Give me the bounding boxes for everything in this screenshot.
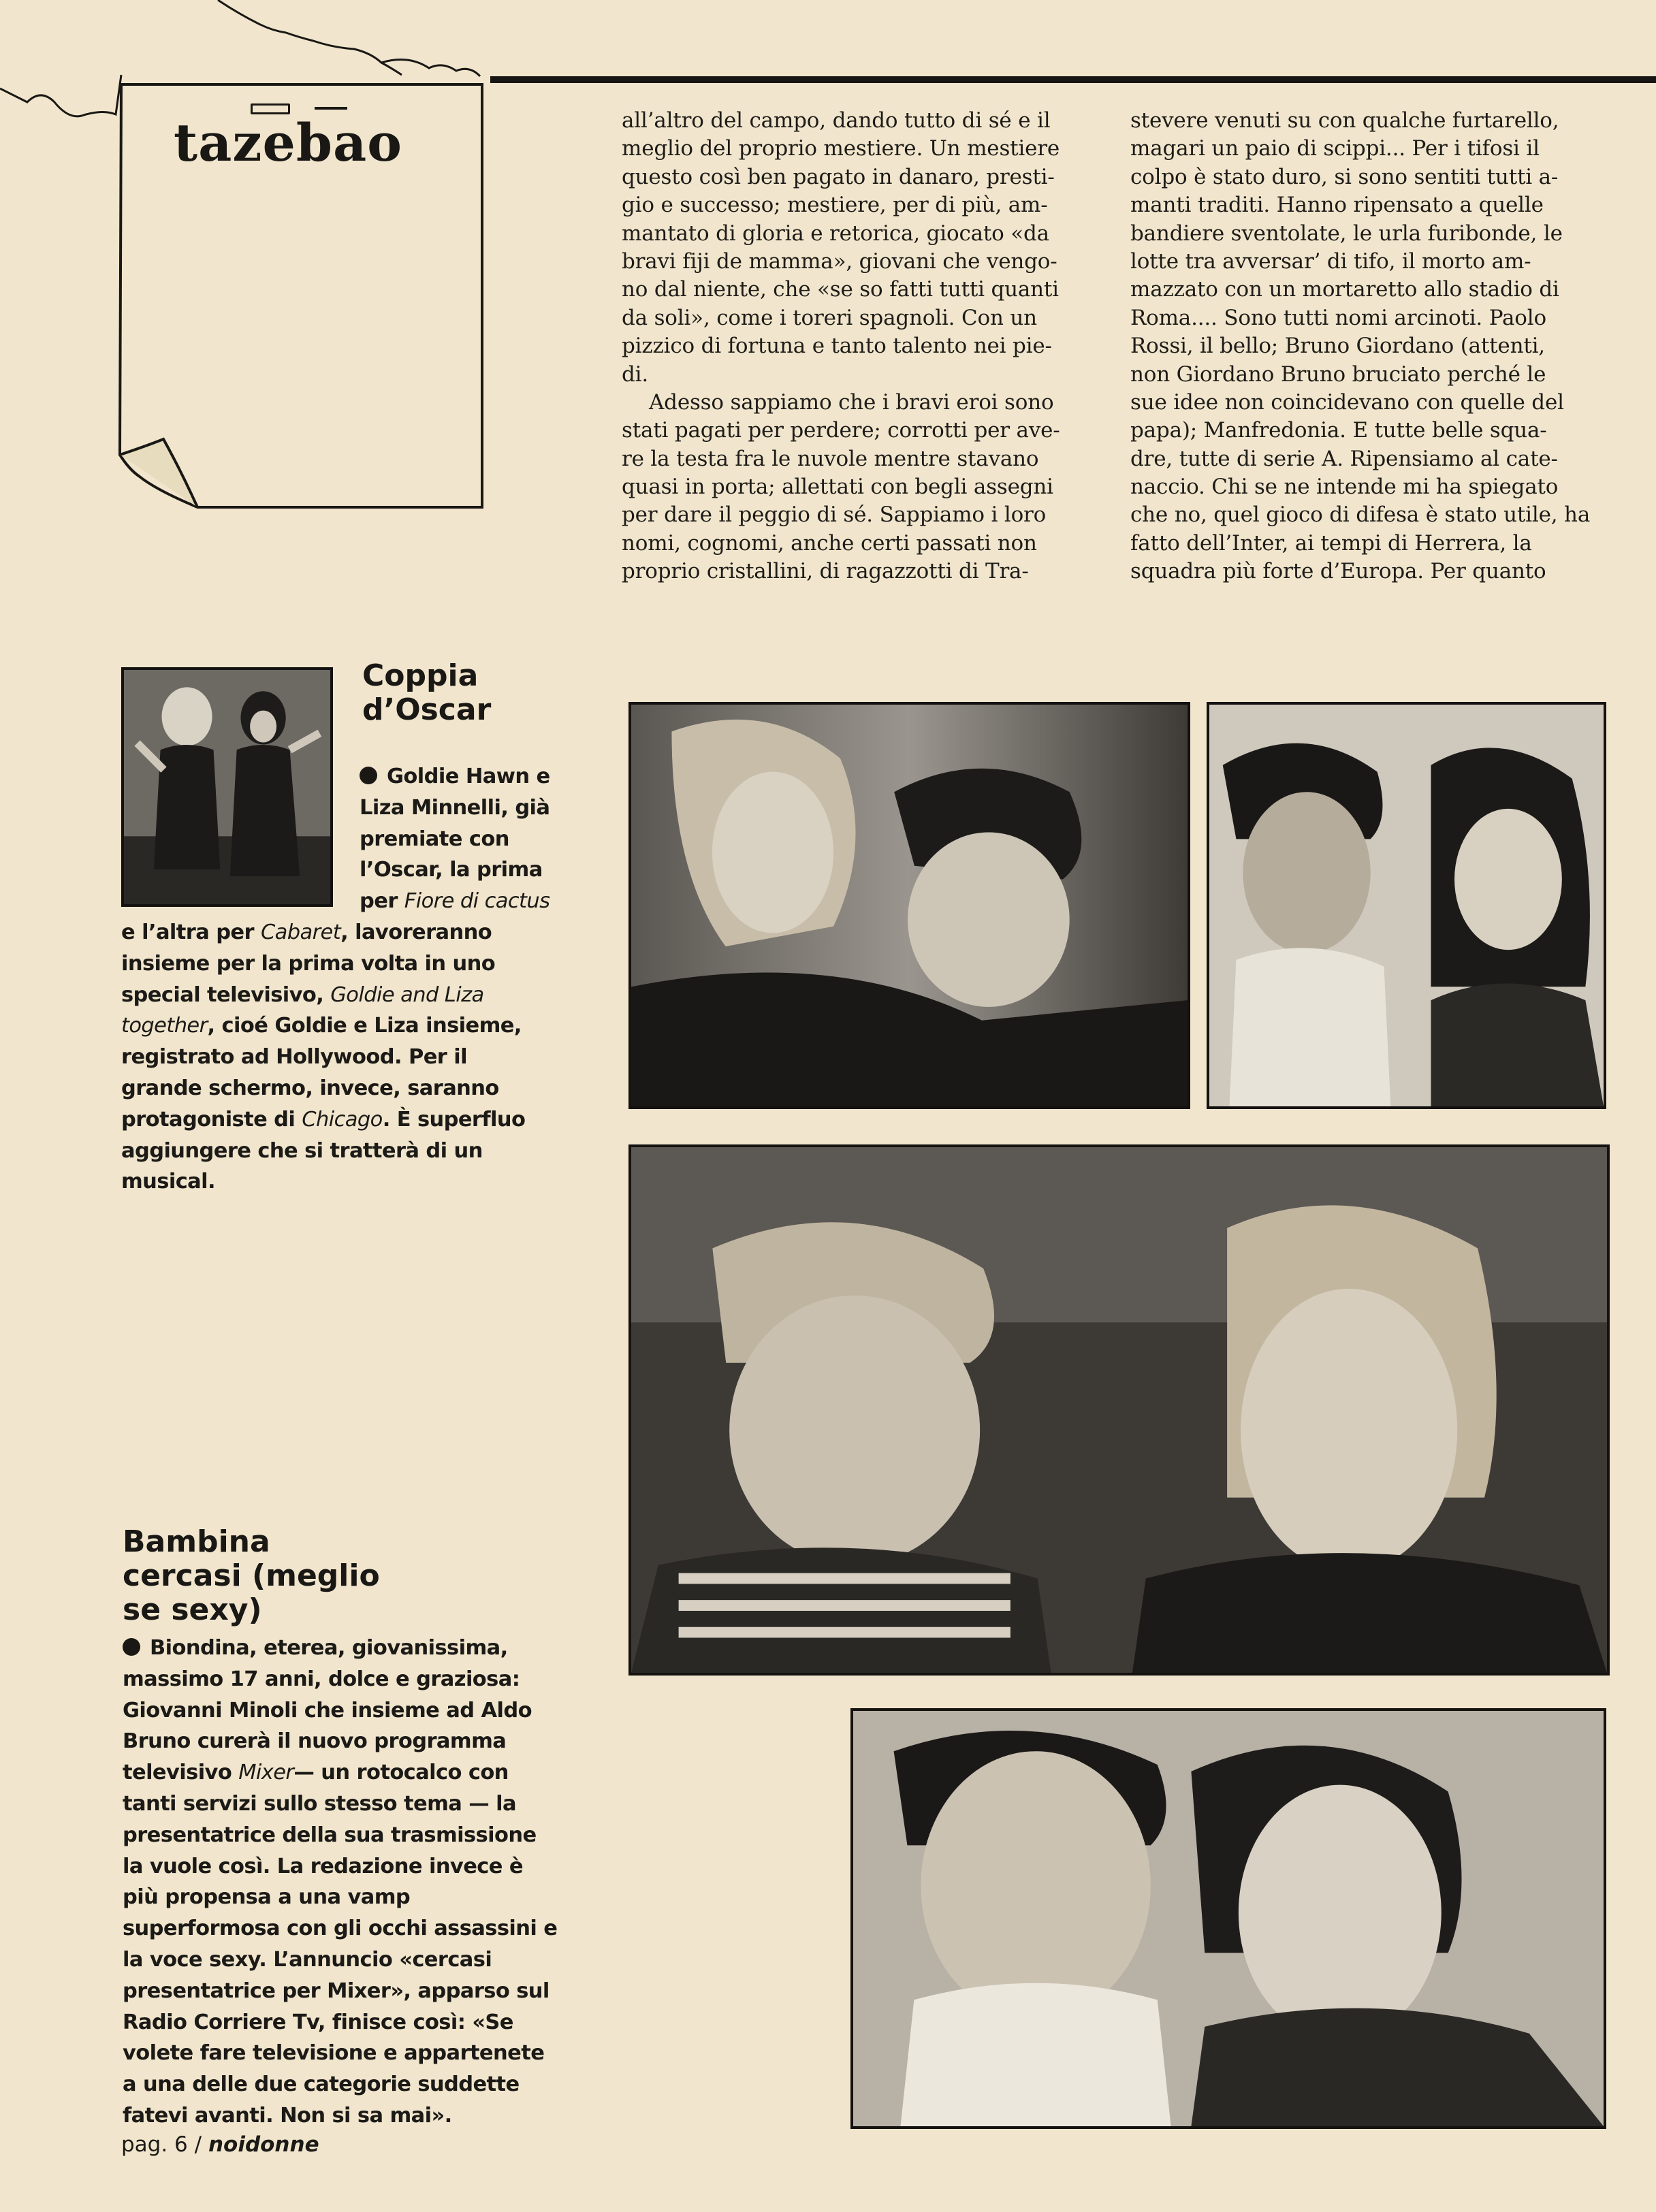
photo-couple-4 <box>850 1708 1606 2129</box>
bullet-icon <box>360 767 377 784</box>
story-line <box>121 886 550 917</box>
magazine-name: noidonne <box>208 2132 319 2157</box>
italic-title: Cabaret <box>260 920 341 944</box>
text-line: fatto dell’Inter, ai tempi di Herrera, la <box>1130 530 1532 556</box>
text-run: massimo 17 anni, dolce e graziosa: <box>123 1667 520 1691</box>
text-line: da soli», come i toreri spagnoli. Con un <box>622 305 1037 330</box>
text-run: e l’altra per <box>121 920 261 944</box>
text-line: di. <box>622 362 649 387</box>
text-line: Adesso sappiamo che i bravi eroi sono <box>649 389 1054 415</box>
text-run: aggiungere che si tratterà di un <box>121 1138 483 1163</box>
story-line <box>123 2069 557 2100</box>
text-run: la vuole così. La redazione invece è <box>123 1854 523 1878</box>
text-line: non Giordano Bruno bruciato perché le <box>1130 362 1546 387</box>
text-line: sue idee non coincidevano con quelle del <box>1130 389 1564 415</box>
story-line <box>123 2100 557 2132</box>
story-line <box>121 1166 550 1198</box>
italic-title: together <box>121 1014 208 1038</box>
text-run: volete fare televisione e appartenete <box>123 2041 545 2066</box>
text-line: meglio del proprio mestiere. Un mestiere <box>622 136 1060 161</box>
story-line <box>123 2038 557 2069</box>
text-run: superformosa con gli occhi assassini e <box>123 1917 558 1941</box>
text-line: pizzico di fortuna e tanto talento nei pie- <box>622 334 1052 359</box>
text-line: nomi, cognomi, anche certi passati non <box>622 530 1037 556</box>
story-line <box>121 761 550 792</box>
story-line <box>123 1944 557 1976</box>
story-line <box>121 1010 550 1042</box>
story-line <box>123 1882 557 1913</box>
text-line: squadra più forte d’Europa. Per quanto <box>1130 559 1546 584</box>
story-oscar-body <box>121 761 550 1198</box>
headline-line: se sexy) <box>123 1592 262 1627</box>
story-oscar-headline <box>362 659 491 727</box>
italic-title: Chicago <box>302 1107 383 1132</box>
text-line: lotte tra avversar’ di tifo, il morto am- <box>1130 249 1531 274</box>
text-line: Roma.... Sono tutti nomi arcinoti. Paolo <box>1130 305 1546 330</box>
text-run: a una delle due categorie suddette <box>123 2072 520 2097</box>
text-line: gio e successo; mestiere, per di più, am- <box>622 193 1048 218</box>
text-line: stevere venuti su con qualche furtarello, <box>1130 108 1559 133</box>
italic-title: Goldie and Liza <box>330 982 484 1007</box>
text-run: più propensa a una vamp <box>123 1885 411 1910</box>
headline-line: cercasi (meglio <box>123 1558 380 1593</box>
text-line: Rossi, il bello; Bruno Giordano (attenti, <box>1130 334 1545 359</box>
text-run: Liza Minnelli, già <box>360 795 550 820</box>
text-run: televisivo <box>123 1761 239 1785</box>
text-line: dre, tutte di serie A. Ripensiamo al cate- <box>1130 446 1558 471</box>
text-run: , cioé Goldie e Liza insieme, <box>207 1014 522 1038</box>
story-line <box>121 1073 550 1104</box>
text-line: all’altro del campo, dando tutto di sé e il <box>622 108 1051 133</box>
section-title: tazebao <box>174 112 402 173</box>
story-line <box>123 1976 557 2007</box>
text-run: Radio Corriere Tv, finisce così: «Se <box>123 2010 513 2034</box>
text-run: insieme per la prima volta in uno <box>121 951 496 976</box>
text-run: tanti servizi sullo stesso tema — la <box>123 1791 517 1816</box>
page-number: pag. 6 / <box>121 2132 202 2157</box>
story-line <box>121 1104 550 1136</box>
text-line: bravi fiji de mamma», giovani che vengo- <box>622 249 1057 274</box>
pin-right-icon <box>315 107 347 110</box>
text-run: , lavoreranno <box>340 920 492 944</box>
text-line: questo così ben pagato in danaro, presti- <box>622 164 1055 189</box>
text-run: Giovanni Minoli che insieme ad Aldo <box>123 1698 532 1722</box>
text-line: papa); Manfredonia. E tutte belle squa- <box>1130 418 1547 443</box>
text-line: mantato di gloria e retorica, giocato «da <box>622 221 1049 246</box>
text-run: per <box>360 889 404 914</box>
story-line <box>121 1042 550 1073</box>
story-line <box>121 948 550 980</box>
text-line: proprio cristallini, di ragazzotti di Tra- <box>622 559 1029 584</box>
text-run: special televisivo, <box>121 982 331 1007</box>
text-run: la voce sexy. L’annuncio «cercasi <box>123 1947 492 1972</box>
story-line <box>123 1851 557 1882</box>
text-line: mazzato con un mortaretto allo stadio di <box>1130 277 1559 302</box>
text-line: stati pagati per perdere; corrotti per ave- <box>622 418 1060 443</box>
text-line: no dal niente, che «se so fatti tutti quanti <box>622 277 1059 302</box>
headline-line: d’Oscar <box>362 692 492 727</box>
story-line <box>123 1633 557 1664</box>
text-run: fatevi avanti. Non si sa mai». <box>123 2103 452 2128</box>
story-line <box>123 1913 557 1944</box>
text-run: . È superfluo <box>382 1107 526 1132</box>
text-run: l’Oscar, la prima <box>360 858 543 882</box>
text-run: presentatrice per Mixer», apparso sul <box>123 1978 550 2003</box>
story-line <box>121 917 550 948</box>
text-line: quasi in porta; allettati con begli assegni <box>622 475 1053 500</box>
pinned-note-graphic <box>0 0 518 531</box>
article-column-2 <box>1130 107 1614 586</box>
story-line <box>123 2007 557 2038</box>
text-run: Goldie Hawn e <box>387 765 550 788</box>
page-footer <box>121 2132 319 2157</box>
story-bambina-headline <box>123 1525 380 1627</box>
text-line: bandiere sventolate, le urla furibonde, le <box>1130 221 1563 246</box>
story-line <box>121 980 550 1011</box>
text-line: colpo è stato duro, si sono sentiti tutti a- <box>1130 164 1559 189</box>
headline-line: Coppia <box>362 658 479 693</box>
text-line: naccio. Chi se ne intende mi ha spiegato <box>1130 475 1559 500</box>
headline-line: Bambina <box>123 1524 270 1559</box>
story-line <box>123 1820 557 1851</box>
text-line: re la testa fra le nuvole mentre stavano <box>622 446 1039 471</box>
story-line <box>121 824 550 855</box>
text-run: musical. <box>121 1170 216 1194</box>
photo-couple-2 <box>1207 702 1606 1109</box>
bullet-icon <box>123 1638 140 1656</box>
text-run: protagoniste di <box>121 1107 302 1132</box>
story-line <box>121 854 550 886</box>
story-line <box>123 1695 557 1727</box>
italic-title: Mixer <box>238 1761 294 1785</box>
text-run: Bruno curerà il nuovo programma <box>123 1729 507 1754</box>
text-run: Biondina, eterea, giovanissima, <box>150 1636 508 1660</box>
header-rule <box>490 76 1656 83</box>
text-line: per dare il peggio di sé. Sappiamo i loro <box>622 502 1047 528</box>
text-run: — un rotocalco con <box>293 1761 509 1785</box>
story-bambina-body <box>123 1633 557 2132</box>
italic-title: Fiore di cactus <box>404 889 550 914</box>
text-run: presentatrice della sua trasmissione <box>123 1823 537 1847</box>
story-line <box>123 1757 557 1789</box>
photo-couple-1 <box>628 702 1190 1109</box>
story-line <box>121 792 550 824</box>
text-line: che no, quel gioco di difesa è stato utile, ha <box>1130 502 1591 528</box>
story-line <box>123 1664 557 1695</box>
story-line <box>123 1789 557 1820</box>
photo-couple-3 <box>628 1144 1610 1676</box>
text-run: registrato ad Hollywood. Per il <box>121 1045 467 1070</box>
story-line <box>121 1136 550 1167</box>
story-line <box>123 1726 557 1757</box>
text-run: premiate con <box>360 827 509 851</box>
article-column-1 <box>622 107 1098 586</box>
text-line: manti traditi. Hanno ripensato a quelle <box>1130 193 1544 218</box>
text-line: magari un paio di scippi... Per i tifosi il <box>1130 136 1540 161</box>
text-run: grande schermo, invece, saranno <box>121 1076 499 1100</box>
